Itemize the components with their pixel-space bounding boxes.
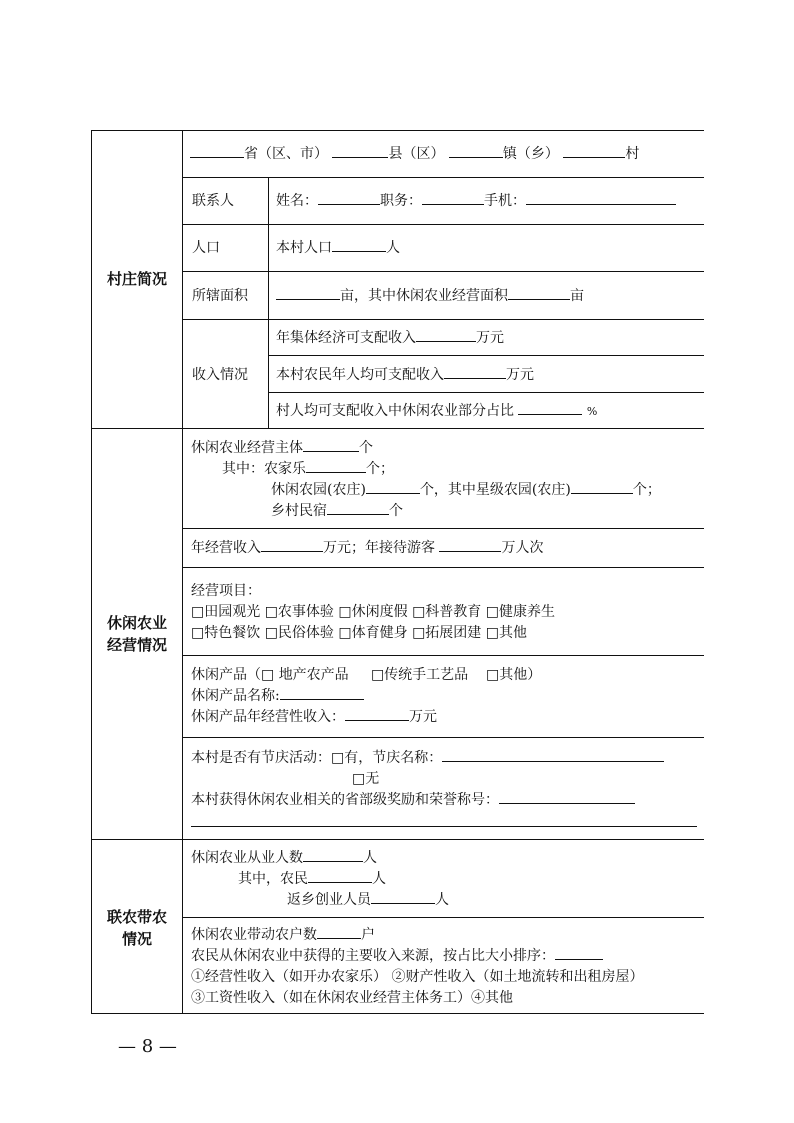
area-label: 所辖面积 [192,288,248,304]
income-ranking-field[interactable] [555,947,603,960]
section-column-divider [182,130,183,1013]
population-field[interactable] [332,239,386,252]
project-option[interactable]: □体育健身 [338,625,408,641]
population-label: 人口 [192,240,220,256]
section-label-village: 村庄简况 [106,270,167,288]
star-farm-count-field[interactable] [571,481,633,494]
product-name-field[interactable] [280,687,364,700]
section-divider [91,839,704,840]
annual-visitors-field[interactable] [439,539,501,552]
project-option[interactable]: □田园观光 [191,604,261,620]
honors-field[interactable] [499,791,635,804]
row-divider [182,737,704,738]
products-line-3: 休闲产品年经营性收入： 万元 [191,709,437,725]
honors-extra-line[interactable] [191,826,697,827]
row-divider [268,392,704,393]
income-line-3: 村人均可支配收入中休闲农业部分占比 % [276,403,598,419]
homestay-count-field[interactable] [327,502,389,515]
subjects-count-field[interactable] [303,439,359,452]
contact-name-field[interactable] [318,192,380,205]
row-divider [182,917,704,918]
festival-line-2[interactable]: □无 [352,771,380,787]
county-field[interactable] [332,145,388,158]
page-number: — 8 — [118,1036,177,1057]
row-divider [182,319,704,320]
households-line-4: ③工资性收入（如在休闲农业经营主体务工）④其他 [191,990,513,1006]
employment-line-1: 休闲农业从业人数 人 [191,850,377,866]
leisure-share-field[interactable] [518,402,582,415]
section-label-linkage: 联农带农 情况 [106,908,167,948]
income-label: 收入情况 [192,367,248,383]
subjects-line-4: 乡村民宿 个 [271,503,403,519]
farmhouse-count-field[interactable] [306,460,366,473]
products-line-1: 休闲产品（□ 地产农产品 □传统手工艺品 □其他） [191,667,542,683]
income-line-2: 本村农民年人均可支配收入 万元 [276,367,534,383]
contact-fields: 姓名： 职务： 手机： [276,192,676,210]
per-capita-income-field[interactable] [444,366,506,379]
projects-title: 经营项目： [191,583,261,599]
returnee-field[interactable] [371,891,435,904]
row-divider [182,224,704,225]
contact-phone-field[interactable] [526,192,676,205]
table-bottom-border [91,1013,704,1014]
row-divider [182,271,704,272]
town-field[interactable] [449,145,503,158]
households-line-3: ①经营性收入（如开办农家乐） ②财产性收入（如土地流转和出租房屋） [191,969,644,985]
project-option[interactable]: □其他 [485,625,527,641]
annual-revenue-field[interactable] [261,539,323,552]
project-option[interactable]: □民俗体验 [264,625,334,641]
employment-count-field[interactable] [303,849,363,862]
product-option-other[interactable]: □其他） [486,667,542,683]
project-option[interactable]: □健康养生 [485,604,555,620]
households-line-1: 休闲农业带动农户数 户 [191,927,375,943]
farmer-employee-field[interactable] [308,870,372,883]
income-line-1: 年集体经济可支配收入 万元 [276,330,504,346]
population-fields: 本村人口 人 [276,240,400,256]
festival-name-field[interactable] [442,749,664,762]
row-divider [182,528,704,529]
row-divider [182,567,704,568]
address-row: 省（区、市） 县（区） 镇（乡） 村 [190,145,639,163]
annual-row: 年经营收入 万元；年接待游客 万人次 [191,540,544,556]
leisure-farm-count-field[interactable] [366,481,420,494]
festival-line-1: 本村是否有节庆活动：□有，节庆名称： [191,749,664,767]
project-option[interactable]: □拓展团建 [412,625,482,641]
product-revenue-field[interactable] [345,708,409,721]
employment-line-3: 返乡创业人员 人 [287,892,449,908]
project-option[interactable]: □农事体验 [264,604,334,620]
products-line-2: 休闲产品名称: [191,687,364,705]
row-divider [182,177,704,178]
area-total-field[interactable] [276,287,340,300]
festival-line-3: 本村获得休闲农业相关的省部级奖励和荣誉称号： [191,791,635,809]
area-leisure-field[interactable] [508,287,570,300]
section-divider [91,428,704,429]
collective-income-field[interactable] [416,329,476,342]
contact-position-field[interactable] [422,192,484,205]
row-divider [268,355,704,356]
project-option[interactable]: □特色餐饮 [191,625,261,641]
province-field[interactable] [190,145,244,158]
product-option-local[interactable]: 地产农产品 [278,667,349,683]
area-fields: 亩，其中休闲农业经营面积 亩 [276,287,584,305]
subjects-line-2: 其中：农家乐 个； [222,461,394,477]
projects-row-1 [191,603,555,621]
project-option[interactable]: □科普教育 [412,604,482,620]
contact-label: 联系人 [192,193,234,209]
projects-row-2 [191,624,527,642]
label-column-divider [268,177,269,428]
section-label-leisure: 休闲农业 经营情况 [106,614,167,654]
project-option[interactable]: □休闲度假 [338,604,408,620]
village-field[interactable] [563,145,625,158]
product-option-handicraft[interactable]: □传统手工艺品 [370,667,469,683]
households-field[interactable] [317,926,361,939]
table-left-border [91,130,92,1013]
row-divider [182,655,704,656]
subjects-line-1: 休闲农业经营主体 个 [191,440,373,456]
subjects-line-3: 休闲农园(农庄) 个，其中星级农园(农庄) 个； [271,482,661,498]
employment-line-2: 其中，农民 人 [238,871,386,887]
households-line-2: 农民从休闲农业中获得的主要收入来源，按占比大小排序： [191,947,603,965]
